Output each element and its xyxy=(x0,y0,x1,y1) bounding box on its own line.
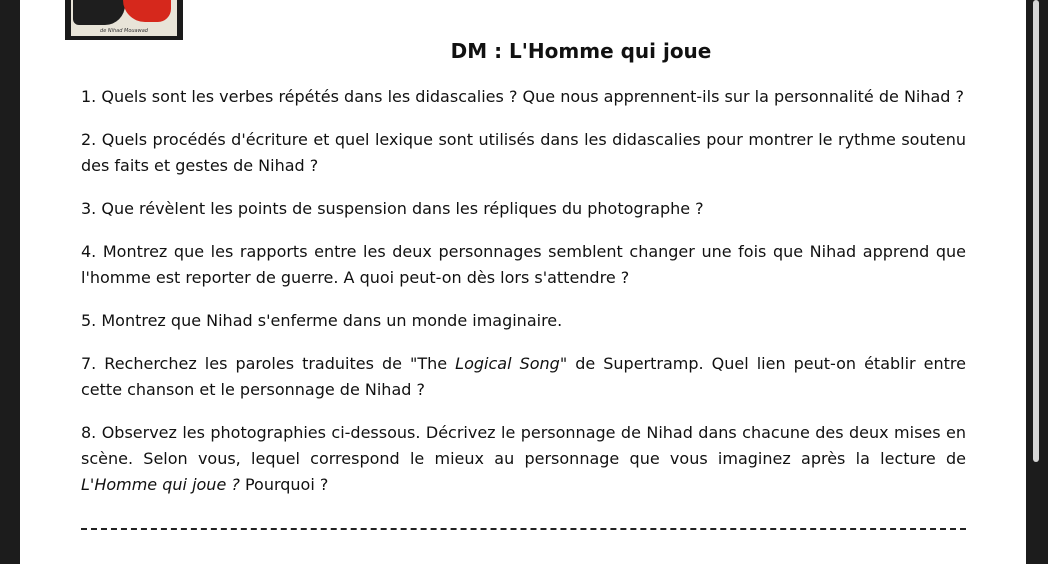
question-8-text-end: Pourquoi ? xyxy=(239,475,329,494)
question-8-play-title: L'Homme qui joue ? xyxy=(81,475,240,494)
cover-figure-shape xyxy=(73,0,125,25)
question-2: 2. Quels procédés d'écriture et quel lexique sont utilisés dans les didascalies pour montrer le rythme soutenu des faits et gestes de Nihad ? xyxy=(81,130,966,175)
question-3: 3. Que révèlent les points de suspension dans les répliques du photographe ? xyxy=(81,199,704,218)
question-5: 5. Montrez que Nihad s'enferme dans un monde imaginaire. xyxy=(81,311,563,330)
question-8 xyxy=(81,420,966,498)
question-8-text-start: 8. Observez les photographies ci-dessous. Décrivez le personnage de Nihad dans chacune des deux mises en scène. Selon vous, lequel correspond le mieux au personnage que vous imaginez après la lecture de xyxy=(81,423,966,468)
question-7-song-title: Logical Song xyxy=(455,354,560,373)
dashed-separator xyxy=(81,528,966,530)
question-4: 4. Montrez que les rapports entre les deux personnages semblent changer une fois que Nihad apprend que l'homme est reporter de guerre. A quoi peut-on dès lors s'attendre ? xyxy=(81,242,966,287)
page-title: DM : L'Homme qui joue xyxy=(450,39,712,63)
vertical-scrollbar[interactable] xyxy=(1033,0,1039,462)
question-7-text-end: " de Supertramp. Quel lien peut-on établir entre cette chanson et le personnage de Nihad ? xyxy=(81,354,966,399)
book-cover-image xyxy=(65,0,183,40)
cover-author-caption: de Nihad Mouawad xyxy=(71,27,177,36)
question-7-text-start: 7. Recherchez les paroles traduites de "The xyxy=(81,354,456,373)
document-page xyxy=(20,0,1026,564)
question-1: 1. Quels sont les verbes répétés dans les didascalies ? Que nous apprennent-ils sur la personnalité de Nihad ? xyxy=(81,87,965,106)
cover-artwork xyxy=(71,0,177,27)
cover-red-shape xyxy=(123,0,171,22)
question-7 xyxy=(81,351,966,403)
